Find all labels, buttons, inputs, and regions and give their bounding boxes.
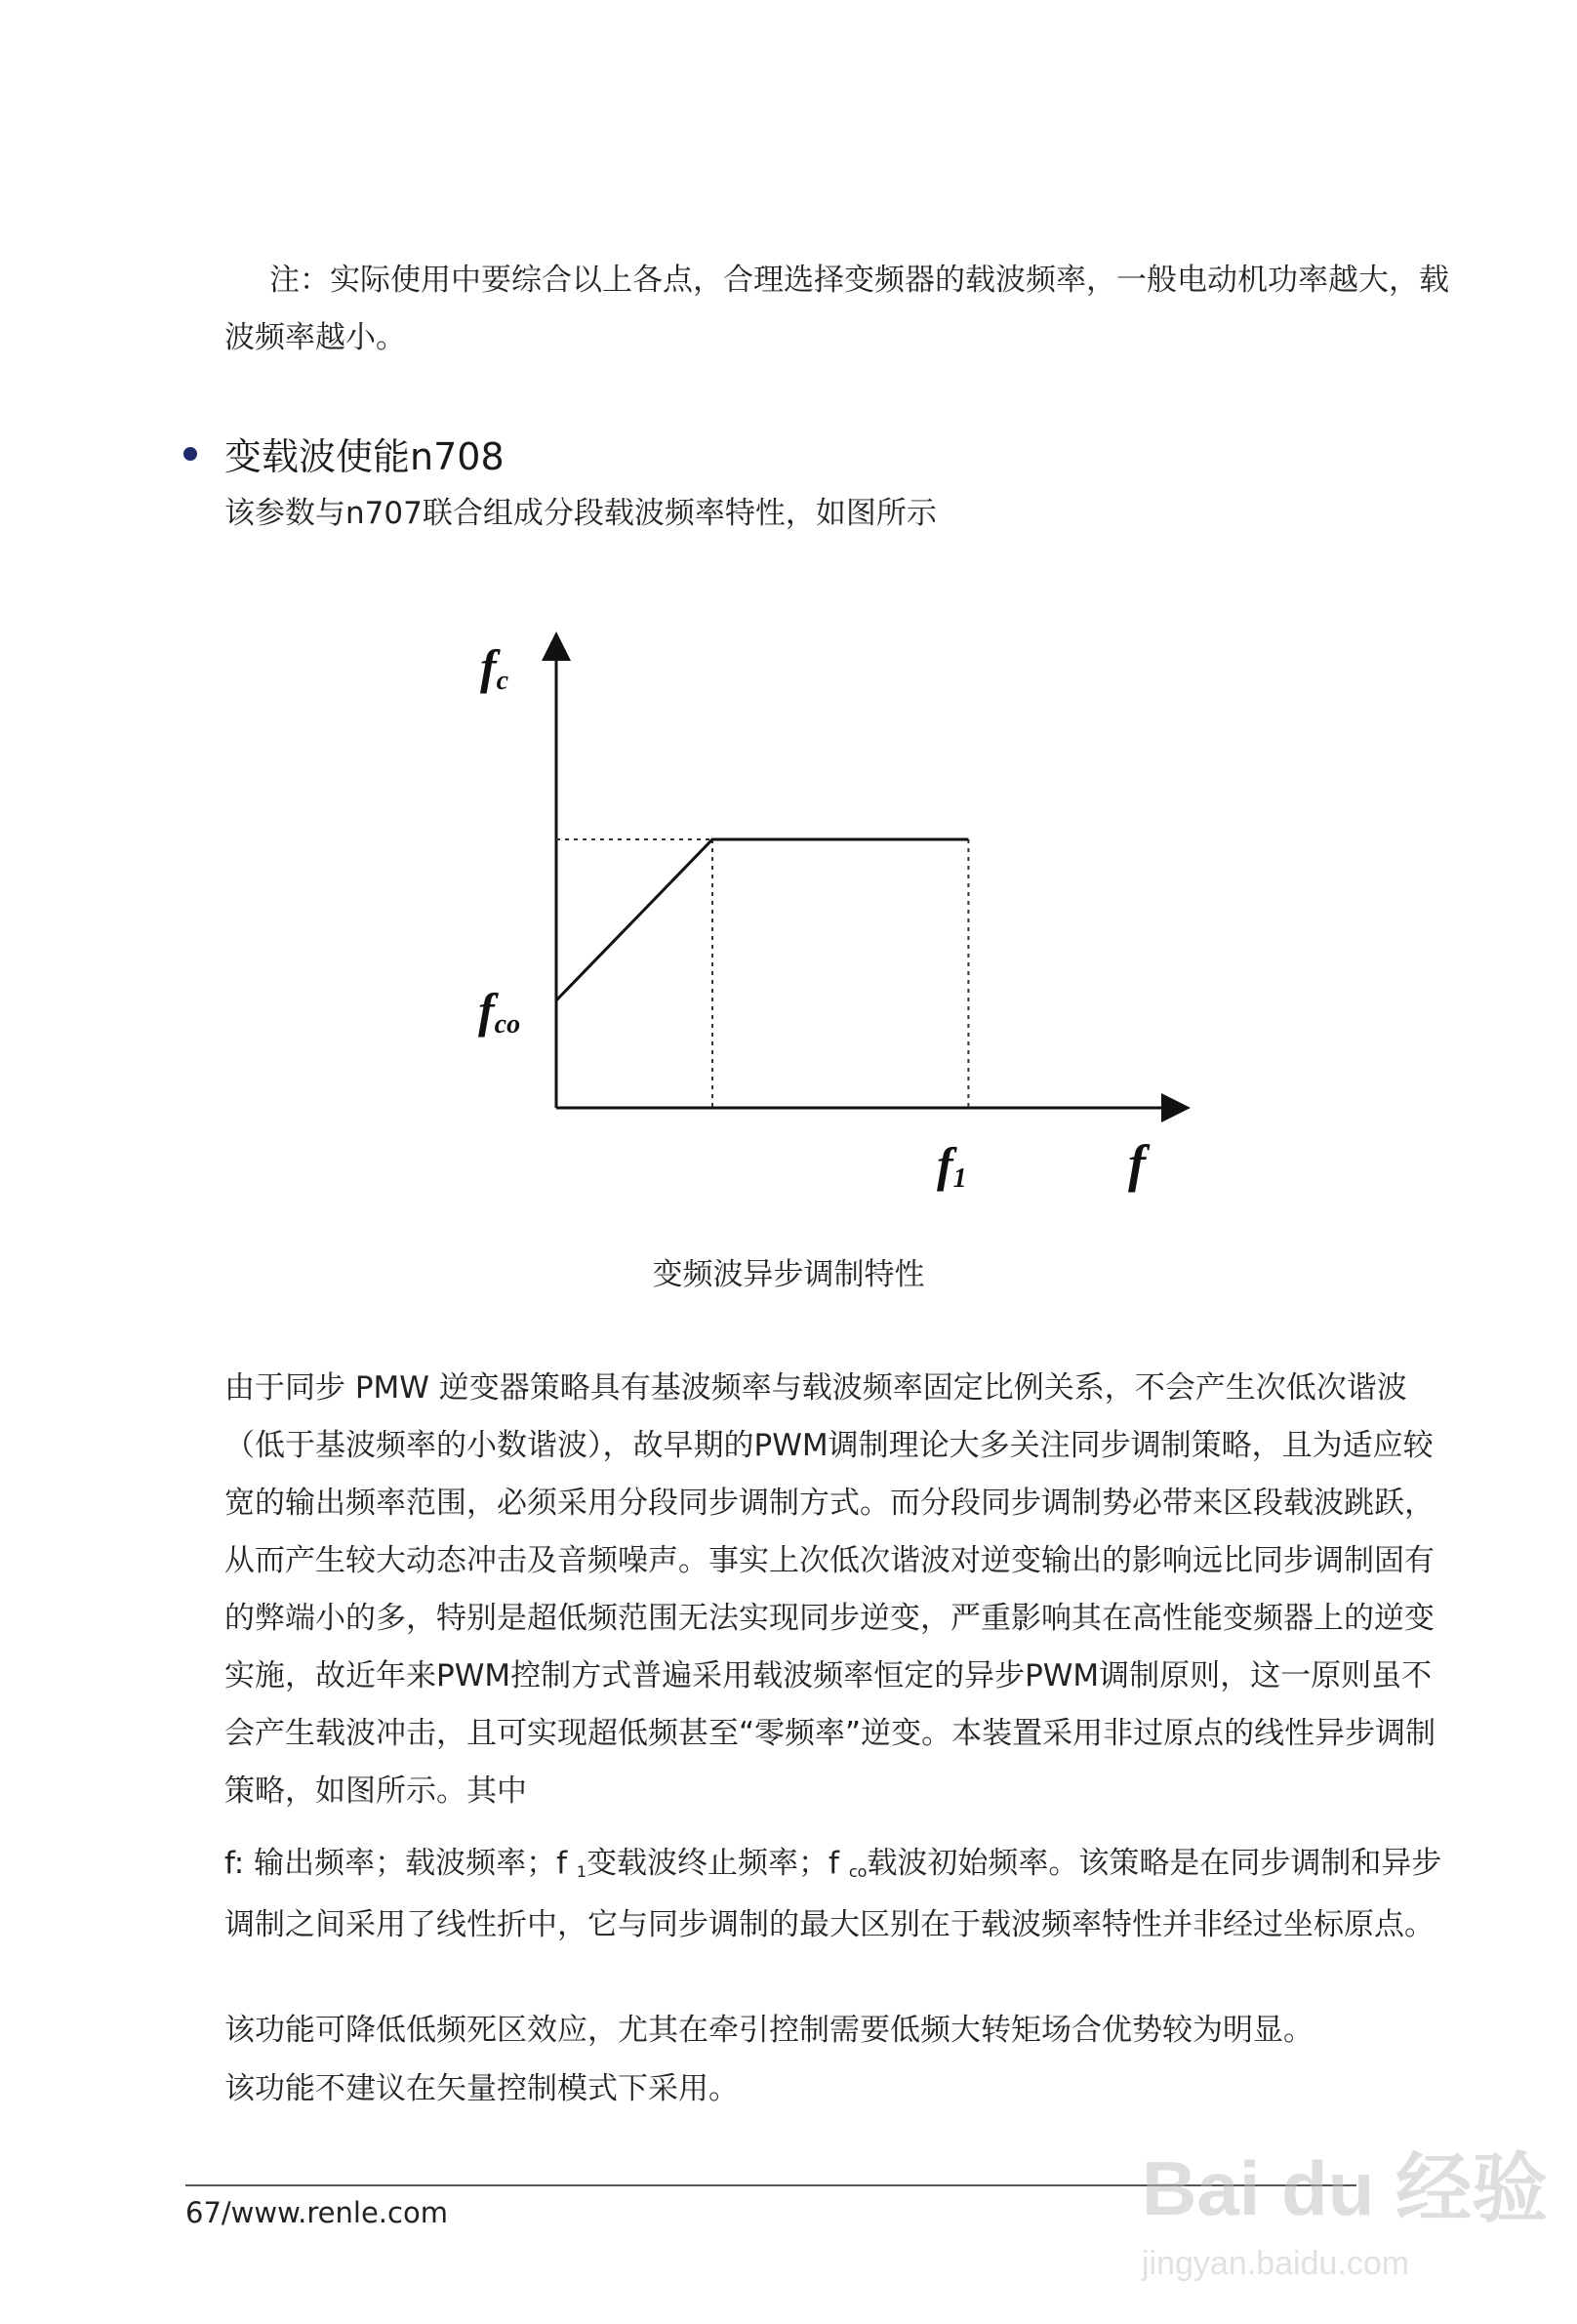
x-axis-label: f — [1128, 1134, 1146, 1193]
y-start-sub: co — [494, 1009, 521, 1040]
defs-part2: 变载波终止频率；f — [586, 1846, 849, 1881]
bullet-icon — [183, 447, 197, 461]
x-tick-sub: 1 — [952, 1163, 967, 1194]
defs-sub1: 1 — [576, 1862, 587, 1881]
page-footer: 67/www.renle.com — [185, 2196, 448, 2229]
watermark-logo: Bai du 经验 — [1142, 2145, 1549, 2231]
body-paragraph: 由于同步 PMW 逆变器策略具有基波频率与载波频率固定比例关系，不会产生次低次谐波（低于基波频率的小数谐波），故早期的PWM调制理论大多关注同步调制策略，且为适应较宽的输出频率范围，必须采用分段同步调制方式。而分段同步调制势必带来区段载波跳跃，从而产生较大动态冲击及音频噪声。事实上次低次谐波对逆变输出的影响远比同步调制固有的弊端小的多，特别是超低频范围无法实现同步逆变，严重影响其在高性能变频器上的逆变实施，故近年来PWM控制方式普遍采用载波频率恒定的异步PWM调制原则，这一原则虽不会产生载波冲击，且可实现超低频甚至“零频率”逆变。本装置采用非过原点的线性异步调制策略，如图所示。其中 — [224, 1370, 1436, 1809]
series-line — [556, 839, 968, 1000]
carrier-frequency-chart — [459, 625, 1220, 1230]
section-description: 该参数与n707联合组成分段载波频率特性，如图所示 — [224, 496, 937, 531]
watermark-url: jingyan.baidu.com — [1142, 2245, 1410, 2282]
note-paragraph: 注：实际使用中要综合以上各点，合理选择变频器的载波频率，一般电动机功率越大，载波频率越小。 — [224, 263, 1449, 355]
chart-caption: 变频波异步调制特性 — [652, 1257, 925, 1292]
y-start-label: fco — [478, 983, 521, 1040]
feature-note-2: 该功能不建议在矢量控制模式下采用。 — [224, 2071, 739, 2106]
defs-part3: 载波初始频率。该策略是在同步调制和异步调制之间采用了线性折中，它与同步调制的最大区别在于载波频率特性并非经过坐标原点。 — [224, 1846, 1442, 1942]
baidu-watermark — [1132, 2128, 1561, 2313]
defs-part1: f: 输出频率；载波频率；f — [224, 1846, 577, 1881]
defs-sub2: co — [848, 1862, 868, 1881]
section-title: 变载波使能n708 — [224, 435, 505, 478]
y-axis-label: fc — [480, 639, 509, 696]
feature-note-1: 该功能可降低低频死区效应，尤其在牵引控制需要低频大转矩场合优势较为明显。 — [224, 2013, 1314, 2048]
x-tick-label: f1 — [937, 1137, 967, 1194]
section-heading — [183, 427, 505, 480]
y-axis-sub: c — [496, 666, 509, 696]
definitions-paragraph — [224, 1835, 1454, 1954]
